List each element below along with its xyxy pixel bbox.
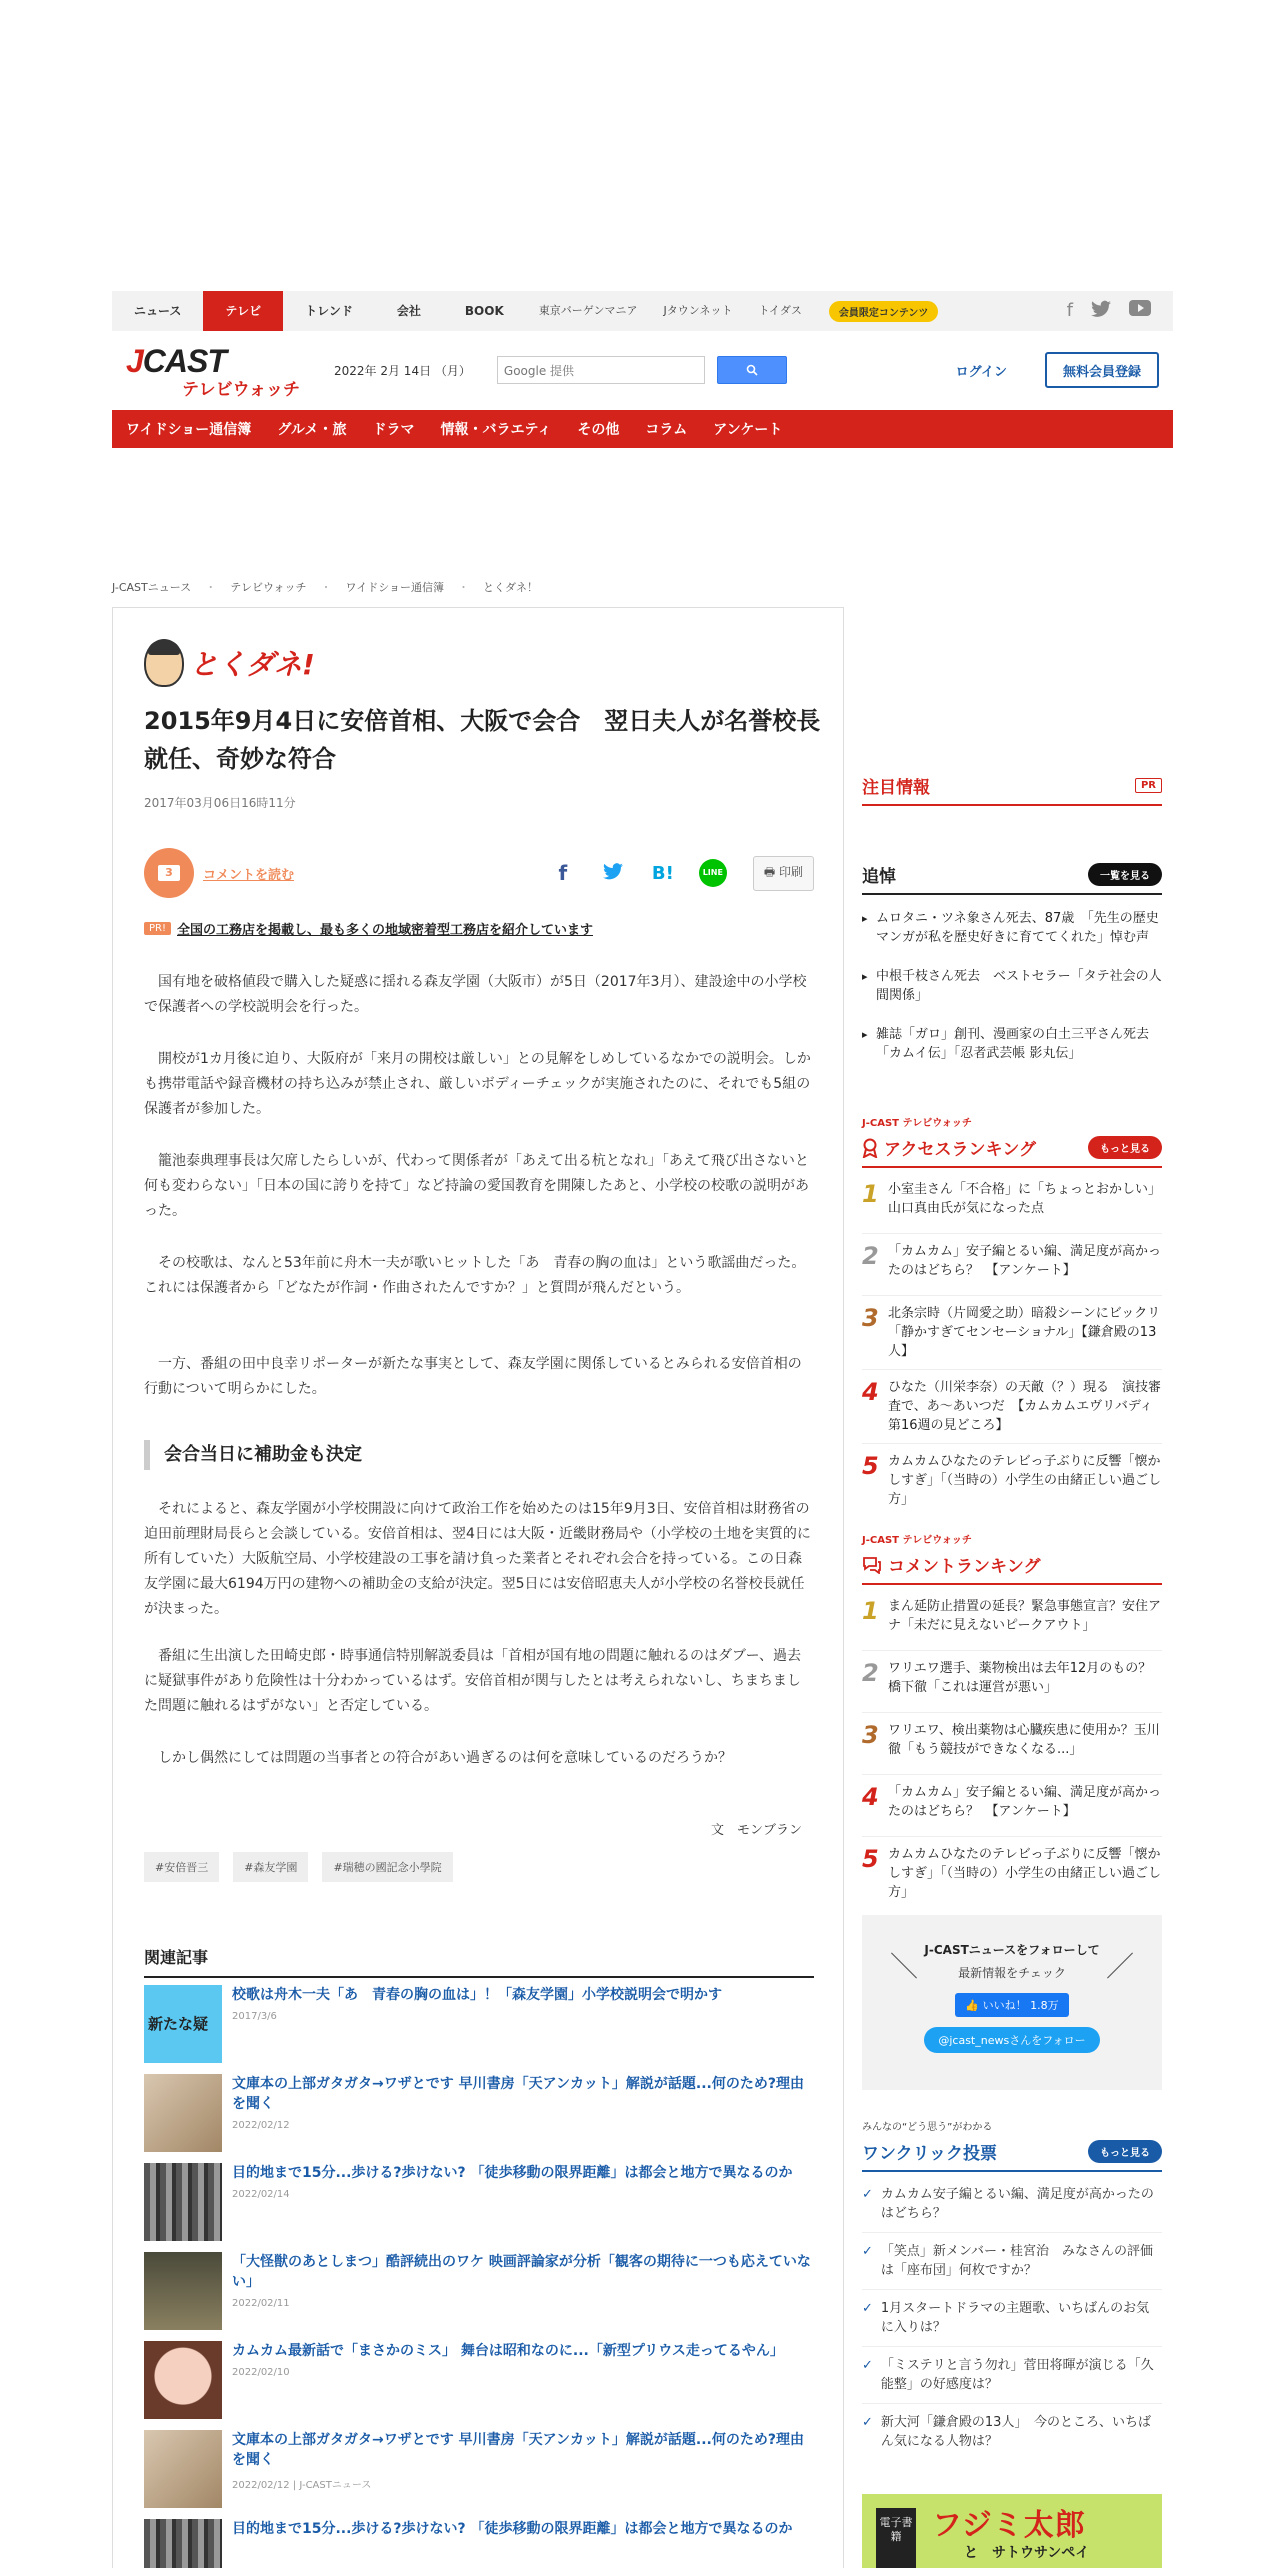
ranking-item[interactable]: 4 「カムカム」安子編とるい編、満足度が高かったのはどちら？ 【アンケート】	[862, 1775, 1162, 1837]
topnav-toidas[interactable]: トイダス	[758, 304, 802, 317]
social-links	[1067, 300, 1173, 323]
related-thumbnail	[144, 2341, 222, 2419]
comment-kicker: J-CAST テレビウォッチ	[862, 1535, 972, 1546]
ranking-item[interactable]: 3 北条宗時（片岡愛之助）暗殺シーンにビックリ 「静かすぎてセンセーショナル」【鎌倉殿の13人】	[862, 1296, 1162, 1370]
related-thumbnail	[144, 2074, 222, 2152]
tsuito-item[interactable]: ▸ 雑誌「ガロ」創刊、漫画家の白土三平さん死去 「カムイ伝」「忍者武芸帳 影丸伝」	[862, 1015, 1162, 1073]
access-title: アクセスランキング もっと見る	[862, 1135, 1162, 1168]
tsuito-item[interactable]: ▸ 中根千枝さん死去 ベストセラー「タテ社会の人間関係」	[862, 957, 1162, 1015]
related-article[interactable]: 新たな疑 校歌は舟木一夫「あ 青春の胸の血は」！「森友学園」小学校説明会で明かす 2017/3/6	[144, 1985, 814, 2065]
ad-banner[interactable]	[862, 2494, 1162, 2568]
follow-line1: J-CASTニュースをフォローして	[924, 1943, 1100, 1957]
nav-gourmet[interactable]: グルメ・旅	[277, 422, 347, 438]
slash-right-decoration: ／	[1105, 1950, 1134, 1983]
breadcrumb: J-CASTニュース ・ テレビウォッチ ・ ワイドショー通信簿 ・ とくダネ！	[112, 581, 538, 594]
pr-link[interactable]: 全国の工務店を掲載し、最も多くの地域密着型工務店を紹介しています	[177, 923, 594, 938]
related-article[interactable]: 「大怪獣のあとしまつ」酷評続出のワケ 映画評論家が分析「観客の期待に一つも応えていない」 2022/02/11	[144, 2252, 814, 2332]
article-paragraph: それによると、森友学園が小学校開設に向けて政治工作を始めたのは15年9月3日、安倍首相は財務省の迫田前理財局長らと会談している。安倍首相は、翌4日には大阪・近畿財務局や（小学校の土地を実質的に所有していた）大阪航空局、小学校建設の工事を請け負った業者とそれぞれ会合を持っている。この日森友学園に最大6194万円の建物への補助金の支給が決定。翌5日には安倍昭恵夫人が小学校の名誉校長就任が決まった。	[144, 1501, 811, 1617]
check-icon: ✓	[862, 2415, 873, 2430]
tsuito-title: 追悼 一覧を見る	[862, 862, 1162, 895]
vote-item[interactable]: ✓ カムカム安子編とるい編、満足度が高かったのはどちら？	[862, 2176, 1162, 2233]
twitter-icon[interactable]	[1091, 300, 1111, 323]
related-thumbnail	[144, 2519, 222, 2568]
check-icon: ✓	[862, 2301, 873, 2316]
article	[112, 607, 844, 2568]
nav-drama[interactable]: ドラマ	[372, 422, 415, 438]
check-icon: ✓	[862, 2244, 873, 2259]
ribbon-icon	[862, 1138, 878, 1158]
comment-icon	[862, 1556, 882, 1574]
comment-title: コメントランキング	[862, 1552, 1162, 1585]
nav-other[interactable]: その他	[577, 422, 620, 438]
article-subheading: 会合当日に補助金も決定	[144, 1440, 814, 1470]
topnav-trend[interactable]: トレンド	[305, 304, 353, 318]
ranking-item[interactable]: 5 カムカムひなたのテレビっ子ぶりに反響「懐かしすぎ」「（当時の）小学生の由緒正しい過ごし方」	[862, 1845, 1162, 1900]
pr-line[interactable]	[144, 919, 593, 938]
ranking-item[interactable]: 1 まん延防止措置の延長？緊急事態宣言？安住アナ「未だに見えないピークアウト」	[862, 1589, 1162, 1651]
youtube-icon[interactable]	[1129, 300, 1151, 323]
print-button[interactable]: 🖶 印刷	[753, 856, 814, 891]
facebook-icon[interactable]: f	[1066, 299, 1073, 321]
host-face-icon	[144, 639, 184, 687]
breadcrumb-item[interactable]: テレビウォッチ	[230, 581, 307, 594]
featured-title: 注目情報 PR	[862, 773, 1162, 806]
vote-item[interactable]: ✓ 「ミステリと言う勿れ」菅田将暉が演じる「久能整」の好感度は？	[862, 2347, 1162, 2404]
breadcrumb-item[interactable]: ワイドショー通信簿	[345, 581, 444, 594]
vote-kicker: みんなの“どう思う”がわかる	[862, 2122, 993, 2133]
ranking-item[interactable]: 2 ワリエワ選手、薬物検出は去年12月のもの？ 橋下徹「これは運営が悪い」	[862, 1651, 1162, 1713]
ad-title: フジミ太郎	[932, 2508, 1086, 2543]
members-content-button[interactable]: 会員限定コンテンツ	[829, 301, 939, 322]
featured-section	[862, 773, 1162, 806]
nav-variety[interactable]: 情報・バラエティ	[440, 422, 552, 438]
site-logo[interactable]: JCAST テレビウォッチ	[126, 343, 300, 400]
related-thumbnail: 新たな疑	[144, 1985, 222, 2063]
related-articles-title: 関連記事	[144, 1945, 814, 1978]
hatena-icon[interactable]: B!	[651, 862, 674, 884]
share-row	[144, 848, 814, 898]
print-icon: 🖶	[763, 864, 779, 879]
facebook-like-button[interactable]: 👍 いいね！ 1.8万	[955, 1993, 1068, 2017]
vote-title: ワンクリック投票 もっと見る	[862, 2139, 1162, 2172]
nav-column[interactable]: コラム	[645, 422, 688, 438]
article-headline: 2015年9月4日に安倍首相、大阪で会合 翌日夫人が名誉校長就任、奇妙な符合	[144, 707, 821, 773]
ranking-item[interactable]: 1 小室圭さん「不合格」に「ちょっとおかしい」 山口真由氏が気になった点	[862, 1172, 1162, 1234]
ranking-item[interactable]: 3 ワリエワ、検出薬物は心臓疾患に使用か？玉川徹「もう競技ができなくなる...」	[862, 1713, 1162, 1775]
breadcrumb-item[interactable]: とくダネ！	[482, 581, 538, 594]
nav-survey[interactable]: アンケート	[713, 422, 783, 438]
comment-ranking	[862, 1531, 1165, 1911]
pr-tag: PR	[1135, 778, 1162, 793]
ranking-item[interactable]: 2 「カムカム」安子編とるい編、満足度が高かったのはどちら？ 【アンケート】	[862, 1234, 1162, 1296]
current-date: 2022年 2月 14日 （月）	[334, 363, 471, 378]
slash-left-decoration: ＼	[890, 1950, 919, 1983]
tsuito-section	[862, 862, 1162, 1073]
vote-item[interactable]: ✓ 新大河「鎌倉殿の13人」 今のところ、いちばん気になる人物は？	[862, 2415, 1151, 2449]
ad-book-label: 電子書籍	[876, 2508, 916, 2568]
access-ranking	[862, 1114, 1174, 1518]
access-more-button[interactable]: もっと見る	[1088, 1136, 1162, 1159]
topnav-company[interactable]: 会社	[396, 304, 421, 318]
twitter-follow-button[interactable]: @jcast_newsさんをフォロー	[924, 2027, 1099, 2053]
search-input[interactable]: Google 提供	[497, 356, 705, 384]
topnav-jtown[interactable]: Jタウンネット	[663, 304, 733, 317]
vote-item[interactable]: ✓ 「笑点」新メンバー・桂宮治 みなさんの評価は「座布団」何枚ですか？	[862, 2233, 1162, 2290]
topnav-bargain[interactable]: 東京バーゲンマニア	[538, 304, 638, 317]
site-header	[112, 331, 1173, 409]
vote-more-button[interactable]: もっと見る	[1088, 2140, 1162, 2163]
tag-link[interactable]: #安倍晋三	[144, 1852, 219, 1882]
vote-section	[862, 2118, 1162, 2460]
twitter-icon[interactable]	[599, 861, 627, 885]
article-author: 文 モンブラン	[710, 1823, 802, 1838]
check-icon: ✓	[862, 2187, 873, 2202]
comment-count-badge[interactable]: 3	[144, 848, 194, 898]
related-article[interactable]: 目的地まで15分...歩ける?歩けない? 「徒歩移動の限界距離」は都会と地方で異なるのか 2022/02/14	[144, 2163, 814, 2243]
line-icon[interactable]: LINE	[699, 859, 727, 887]
related-article[interactable]: 文庫本の上部ガタガタ→ワザとです 早川書房「天アンカット」解説が話題...何のため?理由を聞く 2022/02/12 | J-CASTニュース	[144, 2430, 814, 2510]
facebook-icon[interactable]: f	[558, 861, 568, 885]
category-nav	[112, 410, 1173, 448]
show-logo: とくダネ!	[144, 639, 315, 687]
tsuito-more-button[interactable]: 一覧を見る	[1088, 863, 1162, 886]
topnav-news[interactable]: ニュース	[134, 304, 182, 318]
ad-subtitle: と サトウサンペイ	[964, 2545, 1090, 2561]
tag-link[interactable]: #森友学園	[233, 1852, 308, 1882]
login-link[interactable]: ログイン	[955, 364, 1007, 380]
access-kicker: J-CAST テレビウォッチ	[862, 1118, 972, 1129]
article-paragraph: 開校が1カ月後に迫り、大阪府が「来月の開校は厳しい」との見解をしめしているなかでの説明会。しかも携帯電話や録音機材の持ち込みが禁止され、厳しいボディーチェックが実施されたのに、それでも5組の保護者が参加した。	[144, 1051, 811, 1117]
topnav-book[interactable]: BOOK	[464, 304, 504, 318]
article-tags	[144, 1852, 453, 1882]
related-article[interactable]: 文庫本の上部ガタガタ→ワザとです 早川書房「天アンカット」解説が話題...何のため?理由を聞く 2022/02/12	[144, 2074, 814, 2154]
related-thumbnail	[144, 2163, 222, 2241]
topnav-tv[interactable]: テレビ	[203, 291, 283, 331]
top-nav	[112, 291, 1173, 331]
search-icon	[746, 364, 758, 376]
article-paragraph: 一方、番組の田中良幸リポーターが新たな事実として、森友学園に関係しているとみられる安倍首相の行動について明らかにした。	[144, 1356, 802, 1397]
pr-badge: PR!	[144, 922, 171, 935]
ranking-item[interactable]: 5 カムカムひなたのテレビっ子ぶりに反響「懐かしすぎ」「（当時の）小学生の由緒正しい過ごし方」	[862, 1452, 1162, 1507]
publish-date: 2017年03月06日16時11分	[144, 796, 296, 810]
article-paragraph: 国有地を破格値段で購入した疑惑に揺れる森友学園（大阪市）が5日（2017年3月）、建設途中の小学校で保護者への学校説明会を行った。	[144, 974, 807, 1015]
related-thumbnail	[144, 2252, 222, 2330]
related-article[interactable]: 目的地まで15分...歩ける?歩けない? 「徒歩移動の限界距離」は都会と地方で異なるのか	[144, 2519, 814, 2568]
related-thumbnail	[144, 2430, 222, 2508]
article-paragraph: その校歌は、なんと53年前に舟木一夫が歌いヒットした「あ 青春の胸の血は」という歌謡曲だった。これには保護者から「どなたが作詞・作曲されたんですか？」と質問が飛んだという。	[144, 1255, 806, 1296]
register-button[interactable]: 無料会員登録	[1045, 352, 1159, 388]
ranking-item[interactable]: 4 ひなた（川栄李奈）の天敵（？）現る 演技審査で、あ～あいつだ 【カムカムエヴリバディ 第16週の見どころ】	[862, 1370, 1162, 1444]
article-paragraph: 番組に生出演した田崎史郎・時事通信特別解説委員は「首相が国有地の問題に触れるのはダブー、過去に疑獄事件があり危険性は十分わかっているはず。安倍首相が関与したとは考えられないし、ちまちました問題に触れるはずがない」と否定している。	[144, 1648, 802, 1714]
breadcrumb-item[interactable]: J-CASTニュース	[112, 581, 192, 594]
nav-wideshow[interactable]: ワイドショー通信簿	[126, 422, 252, 438]
search-button[interactable]	[717, 356, 787, 384]
follow-box	[862, 1915, 1162, 2090]
related-article[interactable]: カムカム最新話で「まさかのミス」 舞台は昭和なのに...「新型プリウス走ってるやん」 2022/02/10	[144, 2341, 814, 2421]
check-icon: ✓	[862, 2358, 873, 2373]
tag-link[interactable]: #瑞穂の國記念小學院	[322, 1852, 452, 1882]
article-paragraph: 籠池泰典理事長は欠席したらしいが、代わって関係者が「あえて出る杭となれ」「あえて飛び出さないと何も変わらない」「日本の国に誇りを持て」など持論の愛国教育を開陳したあと、小学校の校歌の説明があった。	[144, 1153, 809, 1219]
tsuito-item[interactable]: ▸ ムロタニ・ツネ象さん死去、87歳 「先生の歴史マンガが私を歴史好きに育ててくれた」悼む声	[862, 899, 1162, 957]
vote-item[interactable]: ✓ 1月スタートドラマの主題歌、いちばんのお気に入りは？	[862, 2290, 1162, 2347]
article-paragraph: しかし偶然にしては問題の当事者との符合があい過ぎるのは何を意味しているのだろうか？	[158, 1750, 732, 1766]
follow-line2: 最新情報をチェック	[958, 1966, 1066, 1980]
read-comments-link[interactable]: コメントを読む	[203, 867, 295, 883]
